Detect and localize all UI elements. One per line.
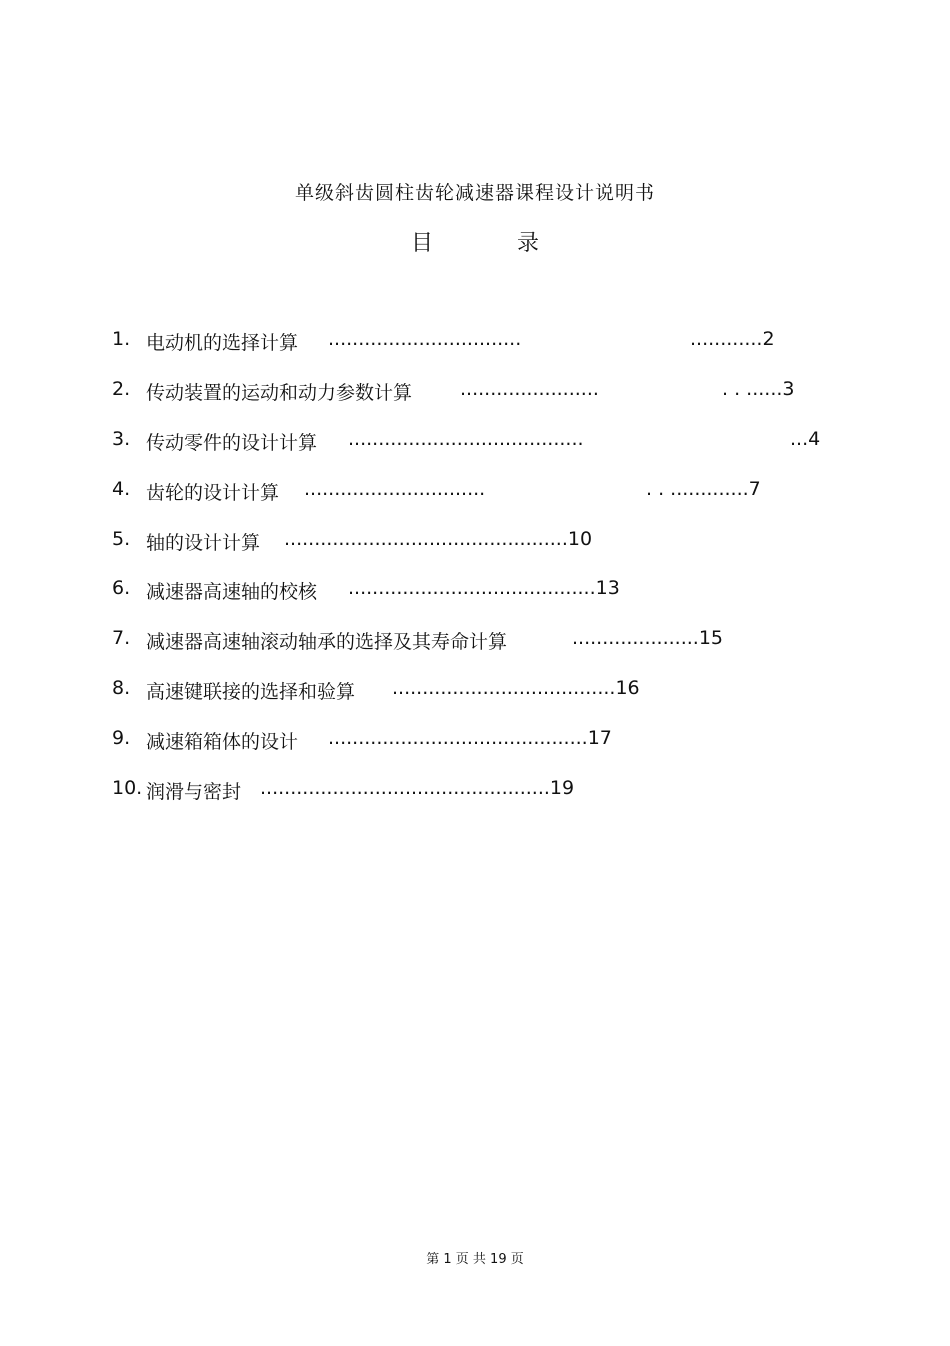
toc-item-leaders: ................................ xyxy=(328,328,522,350)
toc-item-label: 传动装置的运动和动力参数计算 xyxy=(146,381,413,404)
toc-item[interactable] xyxy=(112,777,832,827)
toc-item-label: 高速键联接的选择和验算 xyxy=(146,681,356,704)
toc-item-number: 5. xyxy=(112,527,131,550)
toc-heading-char-2: 录 xyxy=(517,231,540,256)
toc-item-number: 1. xyxy=(112,328,131,350)
toc-item-page: . . ......3 xyxy=(722,377,795,400)
document-title: 单级斜齿圆柱齿轮减速器课程设计说明书 xyxy=(294,182,655,204)
toc-item-leaders: ....................................... xyxy=(348,427,584,450)
toc-item-number: 3. xyxy=(112,427,131,450)
toc-item-leaders: .........................................13 xyxy=(348,577,620,600)
toc-item-label: 润滑与密封 xyxy=(146,781,242,804)
toc-item-label: 传动零件的设计计算 xyxy=(146,431,318,454)
toc-item-page: ...4 xyxy=(790,427,821,450)
toc-item-label: 轴的设计计算 xyxy=(146,531,261,554)
toc-item-leaders: .............................. xyxy=(304,477,486,500)
page-footer: 第 1 页 共 19 页 xyxy=(426,1252,524,1267)
toc-item-page: ............2 xyxy=(690,328,775,350)
toc-item[interactable] xyxy=(112,478,832,528)
toc-item[interactable] xyxy=(112,627,832,677)
toc-list xyxy=(112,328,832,827)
toc-item-number: 10. xyxy=(112,777,143,800)
toc-item[interactable] xyxy=(112,428,832,478)
toc-item-leaders: ...........................................17 xyxy=(328,727,612,750)
toc-item-number: 6. xyxy=(112,577,131,600)
toc-item-label: 齿轮的设计计算 xyxy=(146,481,280,504)
toc-item-leaders: ....................... xyxy=(460,377,599,400)
toc-item[interactable] xyxy=(112,727,832,777)
toc-item[interactable] xyxy=(112,577,832,627)
toc-heading-char-1: 目 xyxy=(410,231,433,256)
toc-item[interactable] xyxy=(112,328,832,378)
toc-item-label: 减速器高速轴的校核 xyxy=(146,581,318,604)
toc-item-number: 7. xyxy=(112,627,131,650)
toc-item-number: 4. xyxy=(112,477,131,500)
toc-item-number: 2. xyxy=(112,377,131,400)
toc-item-leaders: .....................15 xyxy=(572,627,724,650)
toc-item-leaders: ................................................19 xyxy=(260,777,575,800)
toc-item-label: 电动机的选择计算 xyxy=(146,332,299,354)
toc-item-label: 减速箱箱体的设计 xyxy=(146,731,299,754)
toc-item-number: 8. xyxy=(112,677,131,700)
toc-item-label: 减速器高速轴滚动轴承的选择及其寿命计算 xyxy=(146,631,508,654)
toc-item-page: . . .............7 xyxy=(646,477,761,500)
toc-item[interactable] xyxy=(112,677,832,727)
toc-item-number: 9. xyxy=(112,727,131,750)
toc-item-leaders: .....................................16 xyxy=(392,677,640,700)
toc-item-leaders: ...............................................10 xyxy=(284,527,593,550)
toc-heading xyxy=(0,226,950,257)
toc-item[interactable] xyxy=(112,528,832,578)
toc-item[interactable] xyxy=(112,378,832,428)
